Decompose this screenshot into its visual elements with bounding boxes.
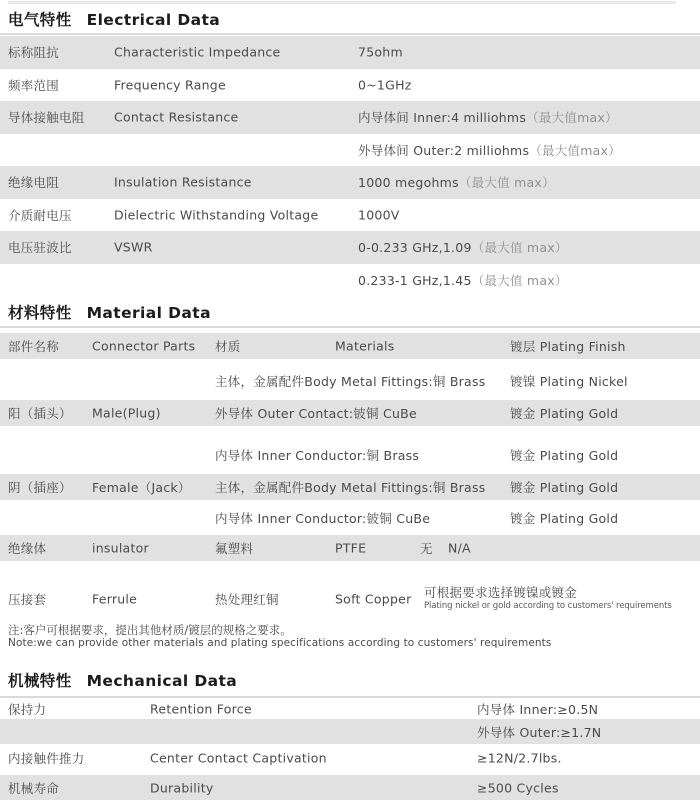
value-max-note: （最大值 max） (458, 175, 555, 191)
table-row (0, 166, 700, 199)
table-row (0, 69, 700, 102)
param-name-en: Characteristic Impedance (114, 44, 281, 60)
col-header-material-en: Materials (335, 338, 395, 354)
section-title-cn: 机械特性 (8, 672, 72, 690)
part-name-en: insulator (92, 540, 149, 556)
section-title-mechanical (8, 671, 237, 691)
param-name-en: Frequency Range (114, 77, 226, 93)
param-name-cn: 标称阻抗 (8, 45, 60, 61)
plating-option-en: Plating nickel or gold according to customers' requirements (424, 601, 672, 611)
part-name-cn: 绝缘体 (8, 541, 47, 556)
material-cell: 主体，金属配件Body Metal Fittings:铜 Brass (215, 374, 486, 389)
value-main: 外导体间 Outer:2 milliohms (358, 142, 530, 158)
part-name-cn: 阳（插头） (8, 406, 72, 421)
section-title-cn: 材料特性 (8, 304, 72, 322)
value-main: 内导体间 Inner:4 milliohms (358, 110, 527, 126)
value-main: 0.233-1 GHz,1.45 (358, 272, 472, 288)
plating-cell: 镀金 Plating Gold (510, 448, 619, 463)
col-header-parts-cn: 部件名称 (8, 339, 60, 354)
param-name-en: Dielectric Withstanding Voltage (114, 207, 319, 223)
table-row (0, 719, 700, 744)
plating-none-cn: 无 (420, 541, 433, 556)
table-row (0, 775, 700, 800)
table-row (0, 400, 700, 426)
material-en-cell: Soft Copper (335, 591, 412, 607)
section-divider (0, 696, 700, 698)
plating-option-cn: 可根据要求选择镀镍或镀金 (424, 585, 578, 600)
param-name-cn: 保持力 (8, 702, 47, 717)
param-value: 1000V (358, 207, 400, 223)
param-value: 75ohm (358, 44, 403, 60)
param-name-cn: 频率范围 (8, 77, 60, 93)
footnote-cn: 注:客户可根据要求，提出其他材质/镀层的规格之要求。 (8, 623, 292, 637)
param-value (358, 173, 555, 191)
material-cell: 内导体 Inner Conductor:铍铜 CuBe (215, 511, 431, 526)
param-name-en: Durability (150, 780, 214, 795)
table-row (0, 535, 700, 561)
plating-none-en: N/A (448, 540, 471, 556)
param-name-en: Center Contact Captivation (150, 750, 327, 765)
param-value (358, 141, 621, 159)
param-name-cn: 绝缘电阻 (8, 175, 60, 191)
part-name-en: Male(Plug) (92, 405, 161, 421)
table-row (0, 134, 700, 167)
param-name-cn: 内接触件推力 (8, 750, 85, 766)
material-en-cell: PTFE (335, 540, 367, 556)
material-cell: 外导体 Outer Contact:铍铜 CuBe (215, 406, 417, 421)
param-name-cn: 机械寿命 (8, 780, 60, 796)
section-title-en: Material Data (86, 304, 211, 322)
table-row (0, 101, 700, 134)
table-row (0, 584, 700, 614)
plating-option-cell (424, 585, 672, 613)
scan-artifact-line (8, 1, 676, 4)
value-max-note: （最大值 max） (471, 272, 568, 288)
param-value (358, 108, 618, 126)
param-name-en: Insulation Resistance (114, 174, 252, 190)
table-row (0, 231, 700, 264)
value-max-note: （最大值max） (526, 110, 618, 126)
part-name-en: Ferrule (92, 591, 138, 607)
param-value: ≥500 Cycles (477, 780, 559, 795)
param-value: 内导体 Inner:≥0.5N (477, 702, 599, 717)
section-title-cn: 电气特性 (8, 11, 72, 29)
table-row (0, 699, 700, 719)
material-cn-cell: 热处理红铜 (215, 592, 279, 607)
footnote-en: Note:we can provide other materials and plating specifications according to customers' requirements (8, 637, 552, 649)
param-name-cn: 电压驻波比 (8, 240, 72, 256)
table-row (0, 264, 700, 297)
part-name-cn: 阴（插座） (8, 480, 72, 495)
section-divider (0, 326, 700, 328)
col-header-material-cn: 材质 (215, 339, 241, 354)
param-value (358, 271, 568, 289)
section-title-material (8, 303, 211, 323)
part-name-en: Female（Jack） (92, 480, 191, 495)
param-name-cn: 导体接触电阻 (8, 110, 85, 126)
param-value: ≥12N/2.7lbs. (477, 750, 562, 765)
value-max-note: （最大值max） (529, 142, 621, 158)
plating-cell: 镀金 Plating Gold (510, 511, 619, 526)
section-title-en: Mechanical Data (86, 672, 238, 690)
table-row (0, 442, 700, 468)
table-row (0, 199, 700, 232)
plating-cell: 镀镍 Plating Nickel (510, 374, 628, 389)
table-row (0, 36, 700, 69)
section-title-en: Electrical Data (86, 11, 221, 29)
material-cn-cell: 氟塑料 (215, 541, 254, 556)
table-row (0, 505, 700, 531)
material-cell: 内导体 Inner Conductor:铜 Brass (215, 448, 420, 463)
section-divider (0, 33, 700, 35)
table-row (0, 474, 700, 500)
param-value: 0~1GHz (358, 77, 412, 93)
col-header-parts-en: Connector Parts (92, 338, 196, 354)
plating-cell: 镀金 Plating Gold (510, 406, 619, 421)
param-name-en: VSWR (114, 239, 153, 255)
table-header-row (0, 333, 700, 359)
col-header-plating: 镀层 Plating Finish (510, 339, 626, 354)
value-max-note: （最大值 max） (471, 240, 568, 256)
value-main: 1000 megohms (358, 175, 459, 191)
table-row (0, 744, 700, 771)
param-name-en: Retention Force (150, 701, 252, 717)
section-title-electrical (8, 10, 220, 30)
material-cell: 主体，金属配件Body Metal Fittings:铜 Brass (215, 480, 486, 495)
plating-cell: 镀金 Plating Gold (510, 480, 619, 495)
param-name-en: Contact Resistance (114, 109, 239, 125)
table-row (0, 368, 700, 394)
param-name-cn: 介质耐电压 (8, 207, 72, 223)
value-main: 0-0.233 GHz,1.09 (358, 240, 472, 256)
param-value (358, 238, 568, 256)
param-value: 外导体 Outer:≥1.7N (477, 724, 602, 740)
part-name-cn: 压接套 (8, 592, 47, 607)
